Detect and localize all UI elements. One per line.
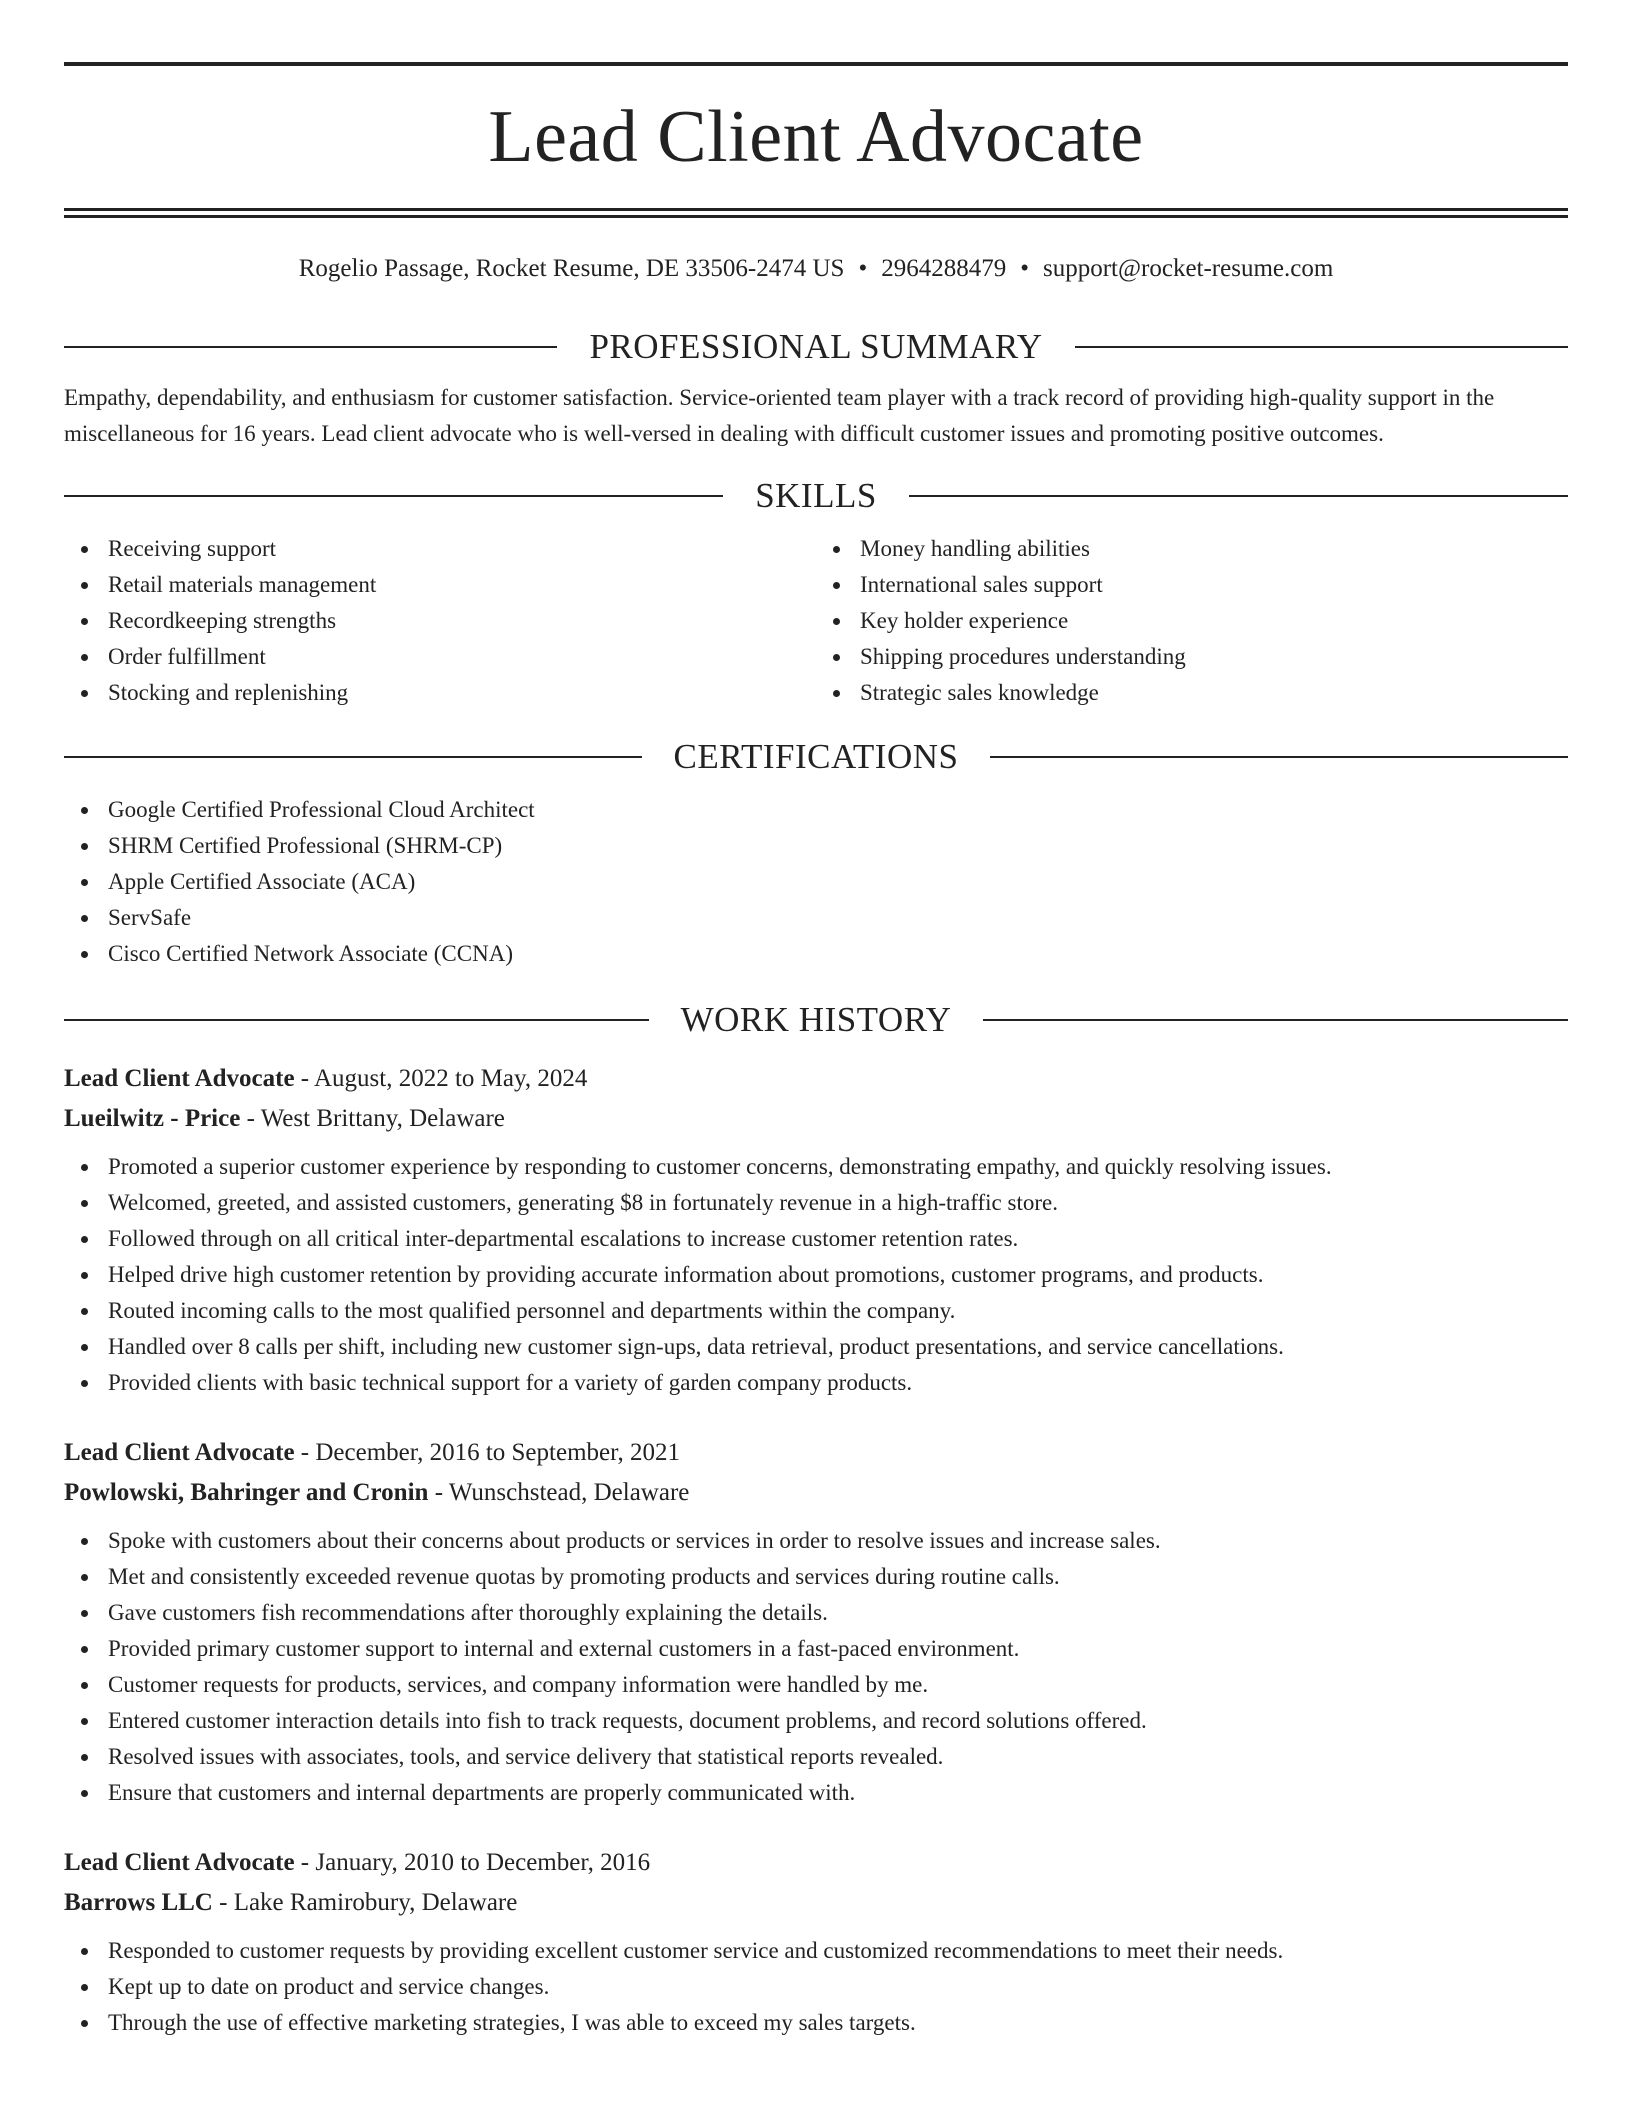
separator: • bbox=[858, 255, 868, 282]
heading-rule bbox=[983, 1019, 1568, 1021]
job-title: Lead Client Advocate bbox=[64, 1439, 295, 1466]
job-bullet: Provided primary customer support to internal and external customers in a fast-paced environment. bbox=[64, 1631, 1568, 1667]
job-company-line: Powlowski, Bahringer and Cronin - Wunschstead, Delaware bbox=[64, 1479, 690, 1506]
section-title: PROFESSIONAL SUMMARY bbox=[589, 327, 1043, 366]
skills-list bbox=[64, 531, 816, 711]
heading-rule bbox=[64, 346, 557, 348]
phone: 2964288479 bbox=[881, 255, 1007, 282]
job-bullet: Kept up to date on product and service changes. bbox=[64, 1969, 1568, 2005]
job-company-line: Barrows LLC - Lake Ramirobury, Delaware bbox=[64, 1889, 518, 1916]
job-title-line: Lead Client Advocate - August, 2022 to May, 2024 bbox=[64, 1065, 588, 1092]
skill-item: Shipping procedures understanding bbox=[816, 639, 1568, 675]
job-bullet: Ensure that customers and internal departments are properly communicated with. bbox=[64, 1775, 1568, 1811]
job-bullet: Responded to customer requests by providing excellent customer service and customized recommendations to meet their needs. bbox=[64, 1933, 1568, 1969]
skills-column-right bbox=[816, 531, 1568, 711]
skill-item: Receiving support bbox=[64, 531, 816, 567]
certification-item: Cisco Certified Network Associate (CCNA) bbox=[64, 936, 1568, 972]
certification-item: Google Certified Professional Cloud Architect bbox=[64, 792, 1568, 828]
job-bullet: Spoke with customers about their concerns about products or services in order to resolve issues and increase sales. bbox=[64, 1523, 1568, 1559]
skill-item: International sales support bbox=[816, 567, 1568, 603]
certification-item: ServSafe bbox=[64, 900, 1568, 936]
job-title-line: Lead Client Advocate - December, 2016 to September, 2021 bbox=[64, 1439, 680, 1466]
heading-rule bbox=[64, 495, 723, 497]
job-bullet: Followed through on all critical inter-departmental escalations to increase customer retention rates. bbox=[64, 1221, 1568, 1257]
certification-item: SHRM Certified Professional (SHRM-CP) bbox=[64, 828, 1568, 864]
double-rule bbox=[64, 208, 1568, 218]
skills-heading bbox=[64, 478, 1568, 513]
job-bullet: Welcomed, greeted, and assisted customers, generating $8 in fortunately revenue in a high-traffic store. bbox=[64, 1185, 1568, 1221]
job-company-line: Lueilwitz - Price - West Brittany, Delaware bbox=[64, 1105, 505, 1132]
summary-text: Empathy, dependability, and enthusiasm for customer satisfaction. Service-oriented team player with a track record of providing high-quality support in the miscellaneous for 16 years. Lead client advocate who is well-versed in dealing with difficult customer issues and promoting positive outcomes. bbox=[64, 385, 1495, 446]
job-bullet: Helped drive high customer retention by providing accurate information about promotions, customer programs, and products. bbox=[64, 1257, 1568, 1293]
certifications-list bbox=[64, 792, 1568, 972]
resume-name: Lead Client Advocate bbox=[488, 96, 1144, 178]
job-entry bbox=[64, 1059, 1568, 1401]
skills-columns bbox=[64, 531, 1568, 711]
heading-rule bbox=[64, 1019, 649, 1021]
job-bullets bbox=[64, 1523, 1568, 1811]
job-bullet: Through the use of effective marketing strategies, I was able to exceed my sales targets. bbox=[64, 2005, 1568, 2041]
heading-rule bbox=[990, 756, 1568, 758]
skill-item: Strategic sales knowledge bbox=[816, 675, 1568, 711]
job-location: West Brittany, Delaware bbox=[260, 1105, 505, 1132]
skill-item: Order fulfillment bbox=[64, 639, 816, 675]
email: support@rocket-resume.com bbox=[1043, 255, 1334, 282]
job-bullets bbox=[64, 1149, 1568, 1401]
skill-item: Money handling abilities bbox=[816, 531, 1568, 567]
job-entry bbox=[64, 1433, 1568, 1811]
certifications-heading bbox=[64, 739, 1568, 774]
certification-item: Apple Certified Associate (ACA) bbox=[64, 864, 1568, 900]
section-title: SKILLS bbox=[755, 476, 877, 515]
job-company: Powlowski, Bahringer and Cronin bbox=[64, 1479, 429, 1506]
job-location: Lake Ramirobury, Delaware bbox=[233, 1889, 518, 1916]
section-title: WORK HISTORY bbox=[680, 1000, 952, 1039]
job-bullet: Provided clients with basic technical support for a variety of garden company products. bbox=[64, 1365, 1568, 1401]
work-history-heading bbox=[64, 1002, 1568, 1037]
title-block bbox=[64, 0, 1568, 218]
job-bullets bbox=[64, 1933, 1568, 2041]
job-bullet: Gave customers fish recommendations after thoroughly explaining the details. bbox=[64, 1595, 1568, 1631]
heading-rule bbox=[64, 756, 642, 758]
skills-column-left bbox=[64, 531, 816, 711]
job-location: Wunschstead, Delaware bbox=[448, 1479, 690, 1506]
job-dates: December, 2016 to September, 2021 bbox=[315, 1439, 680, 1466]
job-bullet: Met and consistently exceeded revenue quotas by promoting products and services during routine calls. bbox=[64, 1559, 1568, 1595]
skill-item: Recordkeeping strengths bbox=[64, 603, 816, 639]
skill-item: Retail materials management bbox=[64, 567, 816, 603]
job-bullet: Customer requests for products, services, and company information were handled by me. bbox=[64, 1667, 1568, 1703]
job-bullet: Promoted a superior customer experience by responding to customer concerns, demonstrating empathy, and quickly resolving issues. bbox=[64, 1149, 1568, 1185]
job-bullet: Resolved issues with associates, tools, and service delivery that statistical reports revealed. bbox=[64, 1739, 1568, 1775]
job-company: Lueilwitz - Price bbox=[64, 1105, 241, 1132]
heading-rule bbox=[909, 495, 1568, 497]
job-title: Lead Client Advocate bbox=[64, 1065, 295, 1092]
job-bullet: Routed incoming calls to the most qualified personnel and departments within the company. bbox=[64, 1293, 1568, 1329]
address: Rogelio Passage, Rocket Resume, DE 33506-2474 US bbox=[298, 255, 845, 282]
job-title-line: Lead Client Advocate - January, 2010 to December, 2016 bbox=[64, 1849, 651, 1876]
job-bullet: Handled over 8 calls per shift, including new customer sign-ups, data retrieval, product presentations, and service cancellations. bbox=[64, 1329, 1568, 1365]
job-title: Lead Client Advocate bbox=[64, 1849, 295, 1876]
skill-item: Stocking and replenishing bbox=[64, 675, 816, 711]
section-title: CERTIFICATIONS bbox=[673, 737, 959, 776]
job-dates: August, 2022 to May, 2024 bbox=[314, 1065, 588, 1092]
job-company: Barrows LLC bbox=[64, 1889, 213, 1916]
skill-item: Key holder experience bbox=[816, 603, 1568, 639]
job-entry bbox=[64, 1843, 1568, 2041]
contact-line bbox=[64, 254, 1568, 284]
heading-rule bbox=[1075, 346, 1568, 348]
separator: • bbox=[1020, 255, 1029, 282]
job-dates: January, 2010 to December, 2016 bbox=[315, 1849, 651, 1876]
summary-heading bbox=[64, 329, 1568, 364]
skills-list bbox=[816, 531, 1568, 711]
job-bullet: Entered customer interaction details into fish to track requests, document problems, and record solutions offered. bbox=[64, 1703, 1568, 1739]
